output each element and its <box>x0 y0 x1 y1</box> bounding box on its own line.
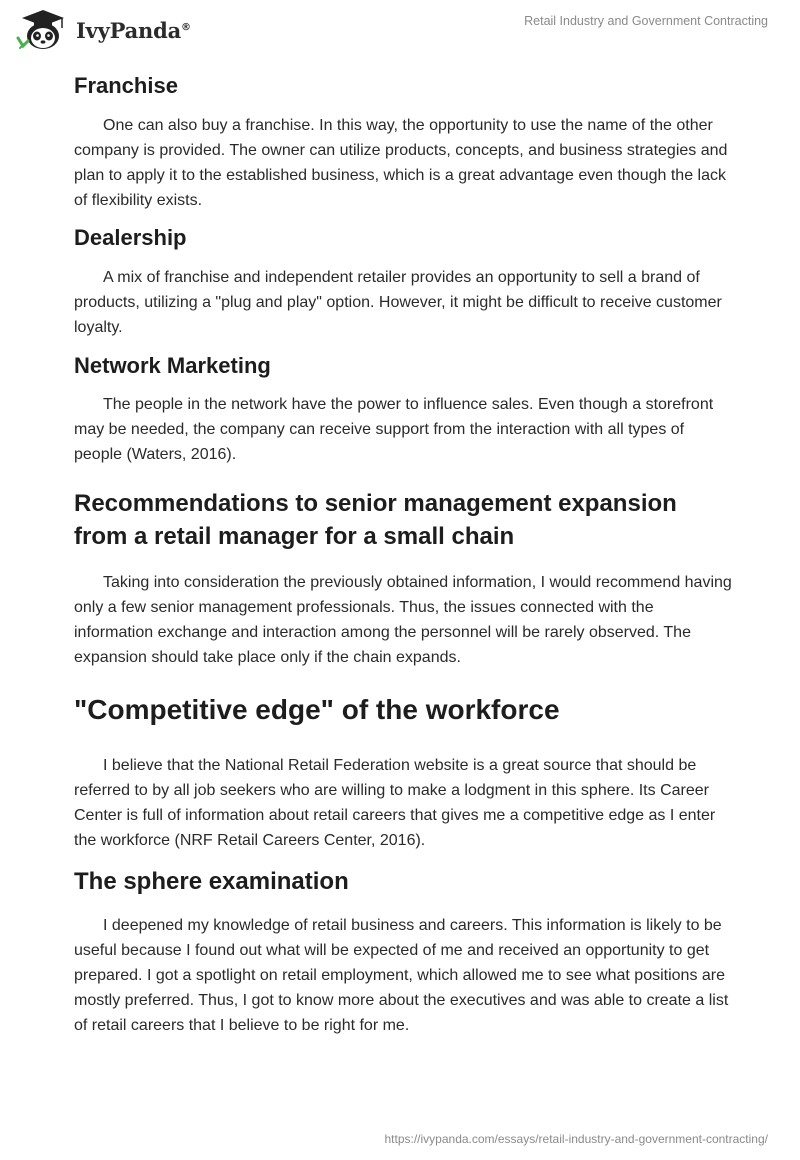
section-network-marketing <box>74 348 734 467</box>
heading-competitive-edge: "Competitive edge" of the workforce <box>74 694 560 725</box>
section-competitive-edge <box>74 690 734 853</box>
panda-graduate-logo-icon <box>14 8 72 52</box>
document-title: Retail Industry and Government Contracting <box>524 14 768 28</box>
section-dealership <box>74 220 734 340</box>
paragraph-network-marketing: The people in the network have the power to influence sales. Even though a storefront may be needed, the company can receive support from the interaction with all types of people (Waters, 2016). <box>74 396 714 463</box>
heading-franchise: Franchise <box>74 73 178 98</box>
section-recommendations <box>74 487 734 670</box>
essay-content <box>74 68 734 1038</box>
heading-network-marketing: Network Marketing <box>74 353 271 378</box>
heading-sphere-examination: The sphere examination <box>74 868 349 895</box>
paragraph-sphere-examination: I deepened my knowledge of retail business and careers. This information is likely to be useful because I found out what will be expected of me and received an opportunity to get prepared. I got a spotlight on retail employment, which allowed me to see what positions are mostly preferred. Thus, I got to know more about the executives and was able to create a list of retail careers that I believe to be right for me. <box>74 917 729 1034</box>
section-sphere-examination <box>74 865 734 1038</box>
brand-name: IvyPanda® <box>76 17 191 43</box>
paragraph-recommendations: Taking into consideration the previously obtained information, I would recommend having only a few senior management professionals. Thus, the issues connected with the information exchange and interaction among the personnel will be rarely observed. The expansion should take place only if the chain expands. <box>74 574 732 666</box>
heading-dealership: Dealership <box>74 225 187 250</box>
heading-recommendations: Recommendations to senior management expansion from a retail manager for a small chain <box>74 490 677 550</box>
paragraph-competitive-edge: I believe that the National Retail Federation website is a great source that should be referred to by all job seekers who are willing to make a lodgment in this sphere. Its Career Center is full of information about retail careers that gives me a competitive edge as I enter the workforce (NRF Retail Careers Center, 2016). <box>74 757 716 849</box>
ivypanda-logo[interactable] <box>14 8 191 52</box>
paragraph-dealership: A mix of franchise and independent retailer provides an opportunity to sell a brand of products, utilizing a "plug and play" option. However, it might be difficult to receive customer loyalty. <box>74 269 722 336</box>
section-franchise <box>74 68 734 213</box>
paragraph-franchise: One can also buy a franchise. In this way, the opportunity to use the name of the other company is provided. The owner can utilize products, concepts, and business strategies and plan to apply it to the established business, which is a great advantage even though the lack of flexibility exists. <box>74 117 728 209</box>
footer-url-link[interactable]: https://ivypanda.com/essays/retail-industry-and-government-contracting/ <box>384 1132 768 1146</box>
page-header <box>0 0 800 60</box>
